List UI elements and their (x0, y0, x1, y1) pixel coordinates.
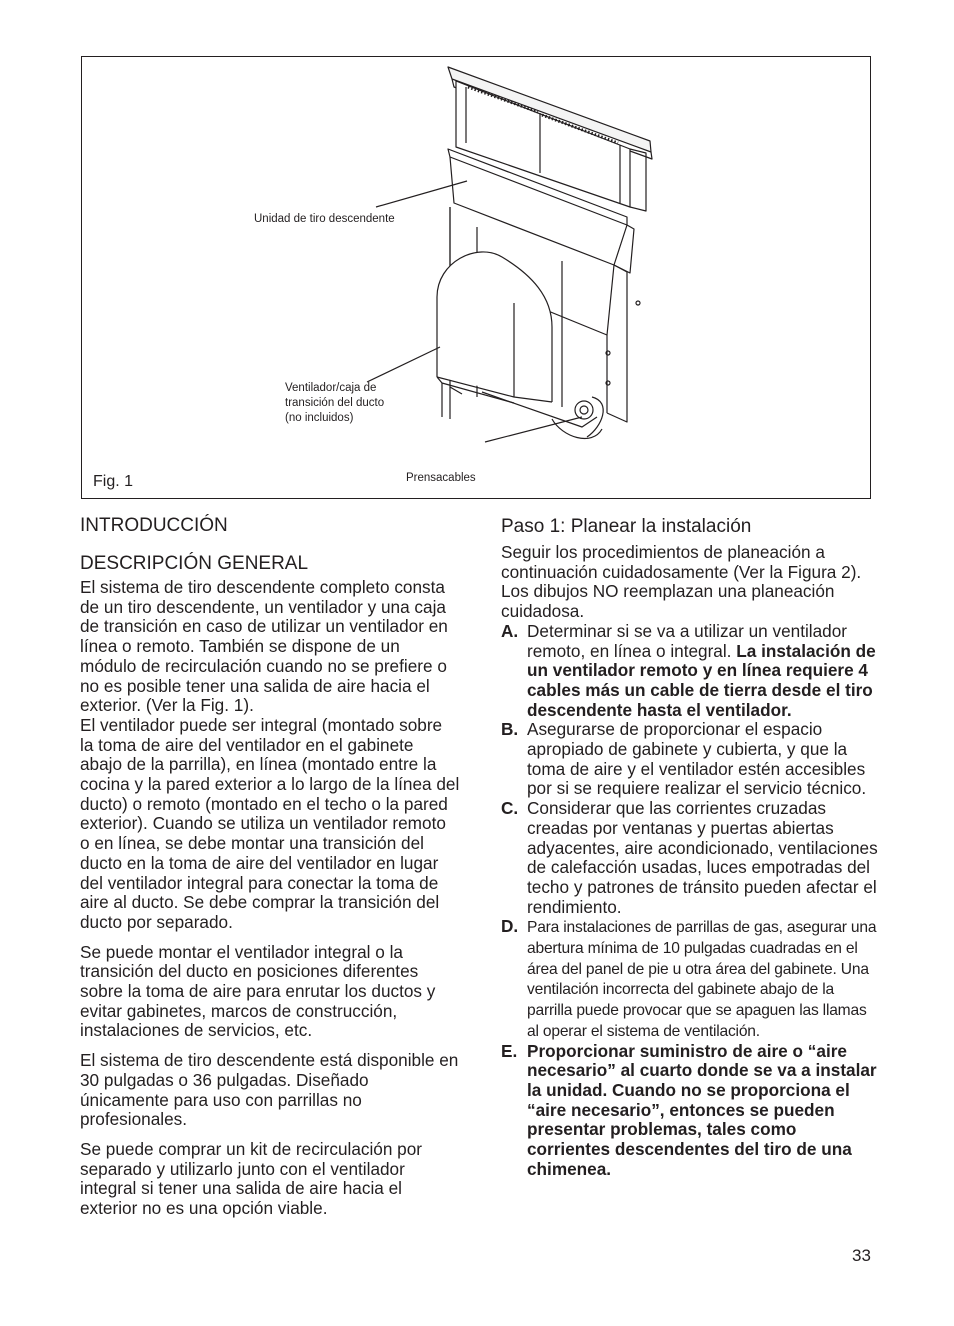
paragraph-5: Se puede comprar un kit de recirculación por separado y utilizarlo junto con el ventilador integral si tener una salida de aire hacia el exterior no es una opción viable. (80, 1138, 423, 1219)
figure-caption: Fig. 1 (93, 473, 134, 490)
step-b-letter: B. (501, 719, 519, 740)
label-blower-line2: transición del ducto (285, 397, 385, 409)
step-c-text: Considerar que las corrientes cruzadas creadas por ventanas y puertas abiertas adyacentes, aire acondicionado, ventilaciones de calefacción usadas, luces empotradas del techo y patrones de tránsito pueden afectar el rendimiento. (527, 798, 878, 917)
step-a (501, 622, 879, 721)
step-c (501, 799, 879, 917)
paragraph-1: El sistema de tiro descendente completo consta de un tiro descendente, un ventilador y una caja de transición en caso de utilizar un ventilador en línea o remoto. También se dispone de un módulo de recirculación cuando no se prefiere o no es posible tener una salida de aire hacia el exterior. (Ver la Fig. 1). (80, 577, 448, 716)
step-a-bold: La instalación de un ventilador remoto y en línea requiere 4 cables más un cable de tierra desde el tiro descendente hasta el ventilador. (527, 640, 876, 720)
paragraph-2: El ventilador puede ser integral (montado sobre la toma de aire del ventilador en el gabinete abajo de la parrilla), en línea (montado entre la cocina y la pared exterior a lo largo de la línea del ducto) o remoto (montado en el techo o la pared exterior). Cuando se utiliza un ventilador remoto o en línea, se debe montar una transición del ducto en la toma de aire del ventilador en lugar del ventilador integral para conectar la toma de aire al ducto. Se debe comprar la transición del ducto por separado. (80, 714, 460, 932)
step-b (501, 720, 879, 799)
label-strain-relief: Prensacables (406, 472, 476, 484)
step-d (501, 917, 879, 1041)
right-column (501, 512, 879, 1180)
heading-paso-1: Paso 1: Planear la instalación (501, 516, 752, 537)
label-blower-line3: (no incluidos) (285, 412, 354, 424)
step-d-letter: D. (501, 916, 519, 937)
heading-descripcion-general: DESCRIPCIÓN GENERAL (80, 553, 309, 574)
left-column (80, 512, 460, 1229)
step-c-letter: C. (501, 798, 519, 819)
step-e-bold: Proporcionar suministro de aire o “aire necesario” al cuarto donde se va a instalar la unidad. Cuando no se proporciona el “aire necesario”, entonces se pueden presentar problemas, tales como corrientes descendentes del tiro de una chimenea. (527, 1040, 877, 1179)
step-d-text: Para instalaciones de parrillas de gas, asegurar una abertura mínima de 10 pulgadas cuadradas en el área del panel de pie u otra área del gabinete. Una ventilación incorrecta del gabinete abajo de la parrilla puede provocar que se apaguen las llamas al operar el sistema de ventilación. (527, 919, 877, 1040)
step-e-letter: E. (501, 1040, 518, 1061)
step-a-text: Determinar si se va a utilizar un ventilador remoto, en línea o integral. (527, 620, 848, 661)
heading-introduccion: INTRODUCCIÓN (80, 515, 228, 536)
figure-1 (81, 56, 871, 499)
label-blower-line1: Ventilador/caja de (285, 382, 377, 394)
paragraph-4: El sistema de tiro descendente está disponible en 30 pulgadas o 36 pulgadas. Diseñado únicamente para uso con parrillas no profesionales. (80, 1050, 459, 1130)
paragraph-3: Se puede montar el ventilador integral o la transición del ducto en posiciones diferentes sobre la toma de aire para enrutar los ductos y evitar gabinetes, marcos de construcción, instalaciones de servicios, etc. (80, 941, 436, 1041)
paso-intro: Seguir los procedimientos de planeación a continuación cuidadosamente (Ver la Figura 2). Los dibujos NO reemplazan una planeación cuidadosa. (501, 542, 862, 622)
downdraft-illustration (82, 57, 872, 500)
step-a-letter: A. (501, 620, 519, 641)
step-e (501, 1042, 879, 1180)
label-blower-box (285, 381, 384, 426)
step-b-text: Asegurarse de proporcionar el espacio apropiado de gabinete y cubierta, y que la toma de aire y el ventilador estén accesibles por si se requiere realizar el servicio técnico. (527, 719, 867, 799)
page-number: 33 (852, 1246, 871, 1265)
label-downdraft-unit: Unidad de tiro descendente (254, 213, 395, 225)
steps-list (501, 622, 879, 1180)
